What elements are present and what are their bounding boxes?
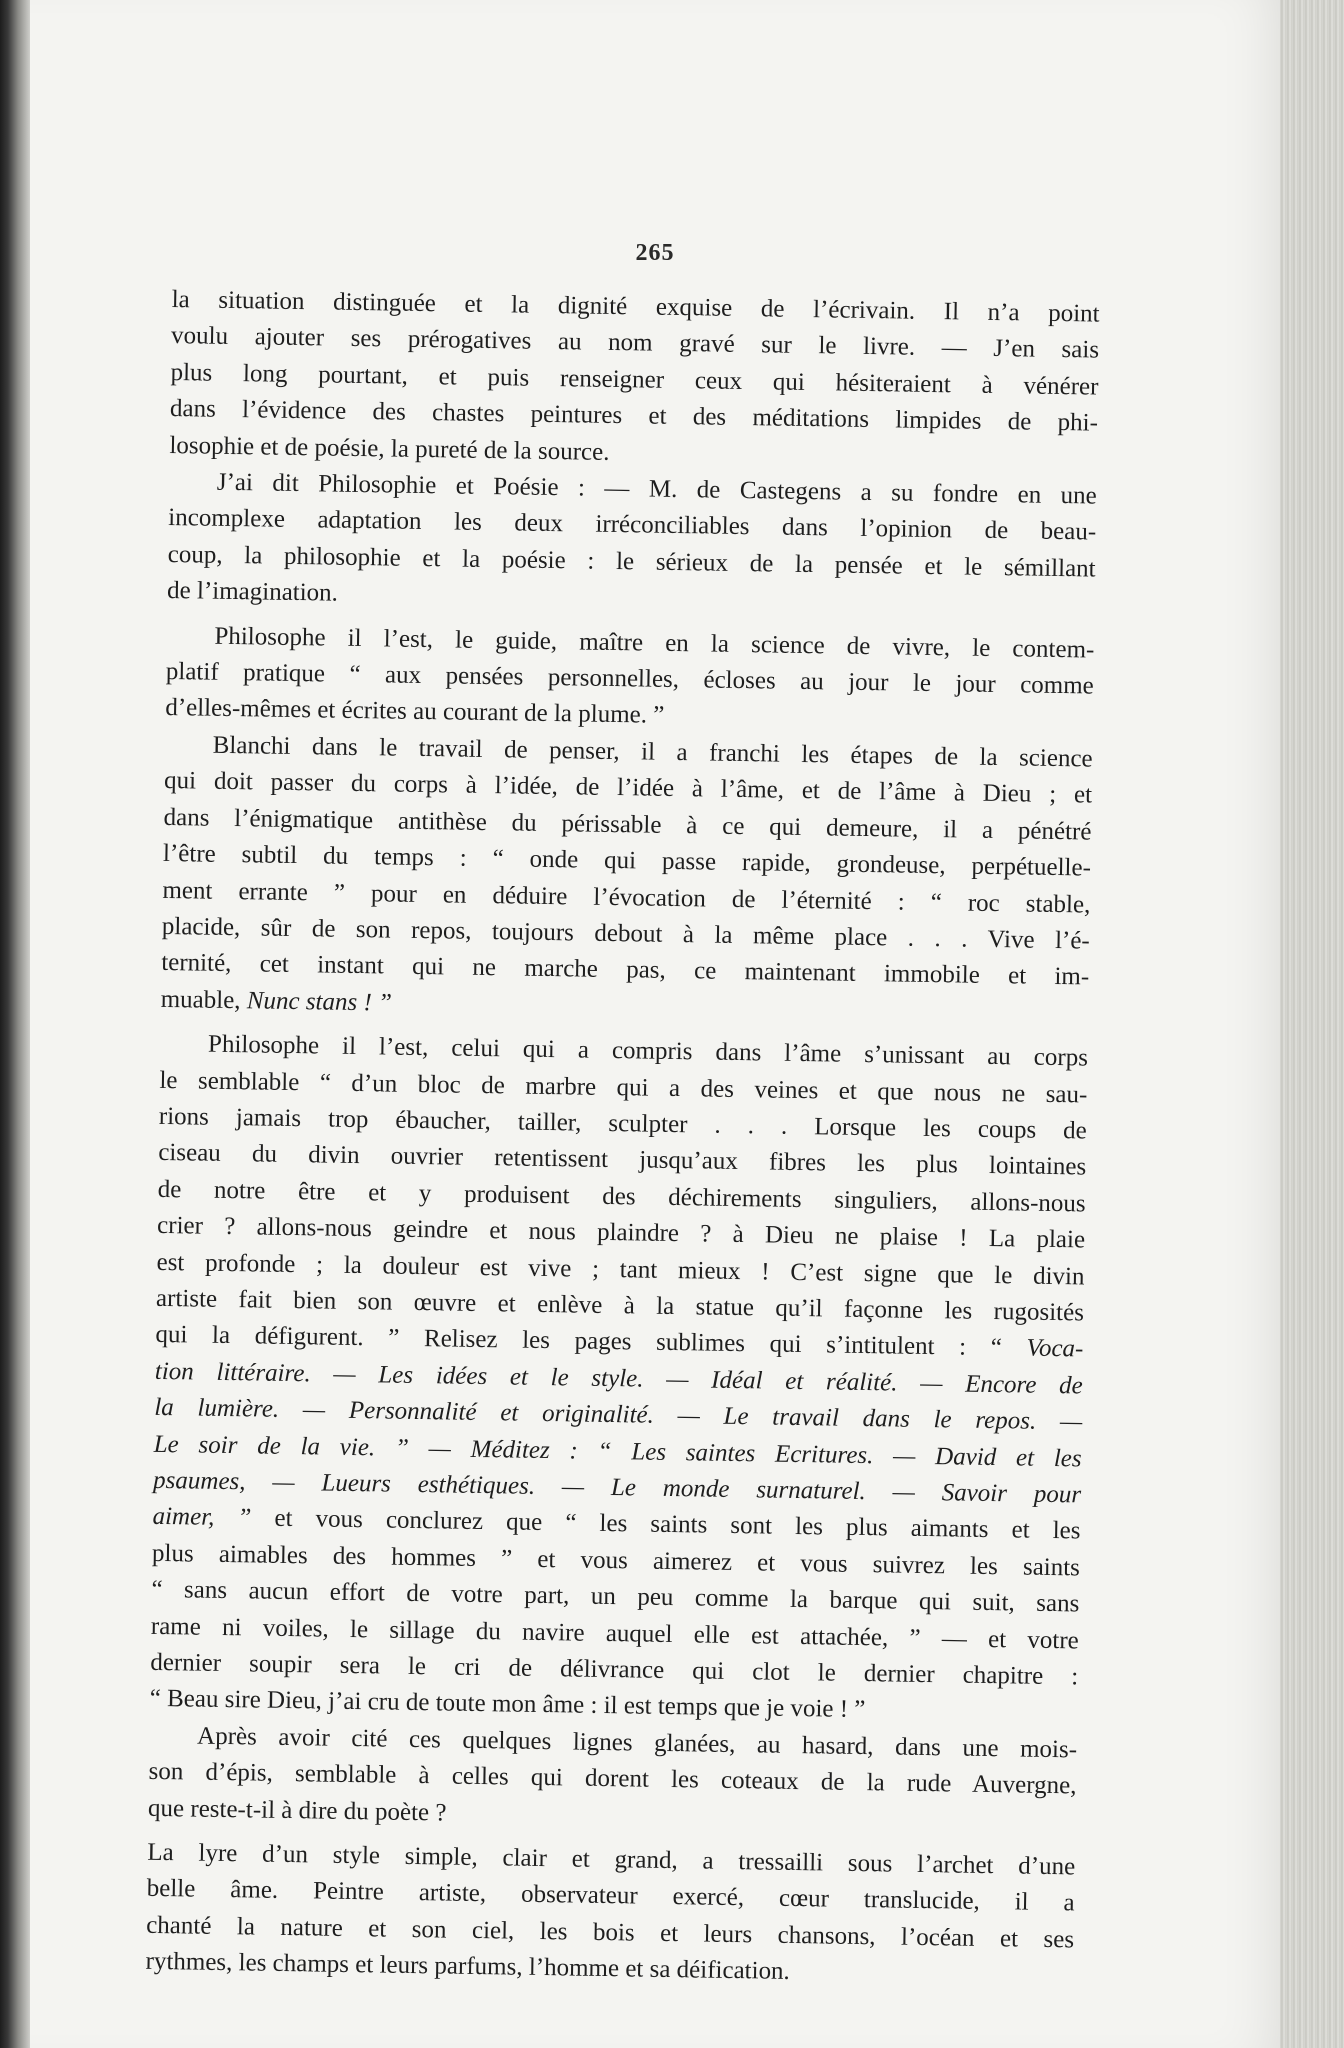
text-line: psaumes, — Lueurs esthétiques. — Le monde surnaturel. — Savoir pour — [152, 1466, 1082, 1509]
text-line: dans l’évidence des chastes peintures et des méditations limpides de phi- — [169, 395, 1099, 437]
text-line: placide, sûr de son repos, toujours debout à la même place . . . Vive l’é- — [161, 912, 1090, 955]
text-segment: muable, — [160, 985, 241, 1014]
text-line: Philosophe il l’est, le guide, maître en la science de vivre, le contem- — [214, 622, 1095, 664]
text-segment: qui la défigurent. ” Relisez les pages sublimes qui s’intitulent : “ — [155, 1321, 1003, 1362]
book-page — [30, 0, 1280, 2048]
page-stack-edge — [1280, 0, 1344, 2048]
text-line: plus aimables des hommes ” et vous aimerez et vous suivrez les saints — [151, 1539, 1081, 1582]
text-line: de notre être et y produisent des déchirements singuliers, allons-nous — [157, 1175, 1086, 1218]
text-line: voulu ajouter ses prérogatives au nom gravé sur le livre. — J’en sais — [170, 322, 1100, 364]
text-line: Blanchi dans le travail de penser, il a franchi les étapes de la science — [212, 731, 1093, 773]
text-line: est profonde ; la douleur est vive ; tant mieux ! C’est signe que le divin — [156, 1248, 1085, 1291]
page-number: 265 — [635, 240, 675, 266]
text-line: la situation distinguée et la dignité exquise de l’écrivain. Il n’a point — [171, 285, 1100, 328]
text-line: La lyre d’un style simple, clair et grand, a tressailli sous l’archet d’une — [147, 1838, 1076, 1881]
text-line: “ Beau sire Dieu, j’ai cru de toute mon âme : il est temps que je voie ! ” — [149, 1685, 866, 1724]
text-line: losophie et de poésie, la pureté de la source. — [169, 431, 610, 466]
text-line: platif pratique “ aux pensées personnelles, écloses au jour le jour comme — [165, 658, 1094, 700]
text-segment: Le soir de la vie. ” — Méditez : “ — [153, 1430, 612, 1465]
text-line: Philosophe il l’est, celui qui a compris dans l’âme s’unissant au corps — [207, 1030, 1089, 1072]
text-line: ternité, cet instant qui ne marche pas, ce maintenant immobile et im- — [161, 949, 1090, 991]
text-line: belle âme. Peintre artiste, observateur exercé, cœur translucide, il a — [146, 1875, 1075, 1917]
text-line: la lumière. — Personnalité et originalité. — Le travail dans le repos. — — [154, 1394, 1083, 1436]
text-segment: et vous conclurez que “ les saints sont les plus aimants et les — [274, 1505, 1081, 1545]
text-line: tion littéraire. — Les idées et le style. — Idéal et réalité. — Encore de — [154, 1357, 1083, 1400]
italic-quote: Nunc stans ! ” — [246, 986, 393, 1017]
text-line: dernier soupir sera le cri de délivrance qui clot le dernier chapitre : — [150, 1648, 1079, 1691]
text-line: rame ni voiles, le sillage du navire auquel elle est attachée, ” — et votre — [150, 1612, 1079, 1655]
body-text — [145, 282, 1100, 1995]
text-line: le semblable “ d’un bloc de marbre qui a des veines et que nous ne sau- — [159, 1066, 1088, 1109]
text-line: “ sans aucun effort de votre part, un peu comme la barque qui suit, sans — [151, 1576, 1080, 1618]
italic-title: Voca- — [1026, 1334, 1084, 1363]
book-spine-shadow — [0, 0, 30, 2048]
text-line: plus long pourtant, et puis renseigner ceux qui hésiteraient à vénérer — [170, 358, 1099, 401]
text-line: l’être subtil du temps : “ onde qui passe rapide, grondeuse, perpétuelle- — [162, 840, 1092, 882]
text-line: d’elles-mêmes et écrites au courant de la plume. ” — [165, 694, 665, 730]
text-line: chanté la nature et son ciel, les bois et leurs chansons, l’océan et ses — [145, 1911, 1075, 1954]
text-line: rythmes, les champs et leurs parfums, l’homme et sa déification. — [145, 1948, 791, 1986]
text-line: ment errante ” pour en déduire l’évocation de l’éternité : “ roc stable, — [162, 876, 1091, 918]
text-line: artiste fait bien son œuvre et enlève à la statue qu’il façonne les rugosités — [155, 1284, 1085, 1327]
text-segment: aimer, ” — [152, 1503, 252, 1532]
text-line: rions jamais trop ébaucher, tailler, sculpter . . . Lorsque les coups de — [158, 1102, 1087, 1145]
text-line: de l’imagination. — [166, 577, 339, 607]
text-line: J’ai dit Philosophie et Poésie : — M. de Castegens a su fondre en une — [216, 468, 1097, 510]
text-line: son d’épis, semblable à celles qui dorent les coteaux de la rude Auvergne, — [148, 1758, 1077, 1800]
text-line: que reste-t-il à dire du poète ? — [147, 1794, 447, 1827]
text-line: ciseau du divin ouvrier retentissent jusqu’aux fibres les plus lointaines — [158, 1139, 1087, 1181]
text-line: crier ? allons-nous geindre et nous plaindre ? à Dieu ne plaise ! La plaie — [156, 1212, 1086, 1254]
text-line: qui doit passer du corps à l’idée, de l’idée à l’âme, et de l’âme à Dieu ; et — [163, 767, 1093, 809]
text-line: dans l’énigmatique antithèse du périssable à ce qui demeure, il a pénétré — [163, 803, 1092, 846]
italic-title: Les saintes Ecritures. — David et les — [631, 1437, 1082, 1473]
text-line: incomplexe adaptation les deux irréconciliables dans l’opinion de beau- — [168, 504, 1097, 546]
text-line: coup, la philosophie et la poésie : le sérieux de la pensée et le sémillant — [167, 540, 1096, 583]
text-line: Après avoir cité ces quelques lignes glanées, au hasard, dans une mois- — [196, 1722, 1078, 1764]
